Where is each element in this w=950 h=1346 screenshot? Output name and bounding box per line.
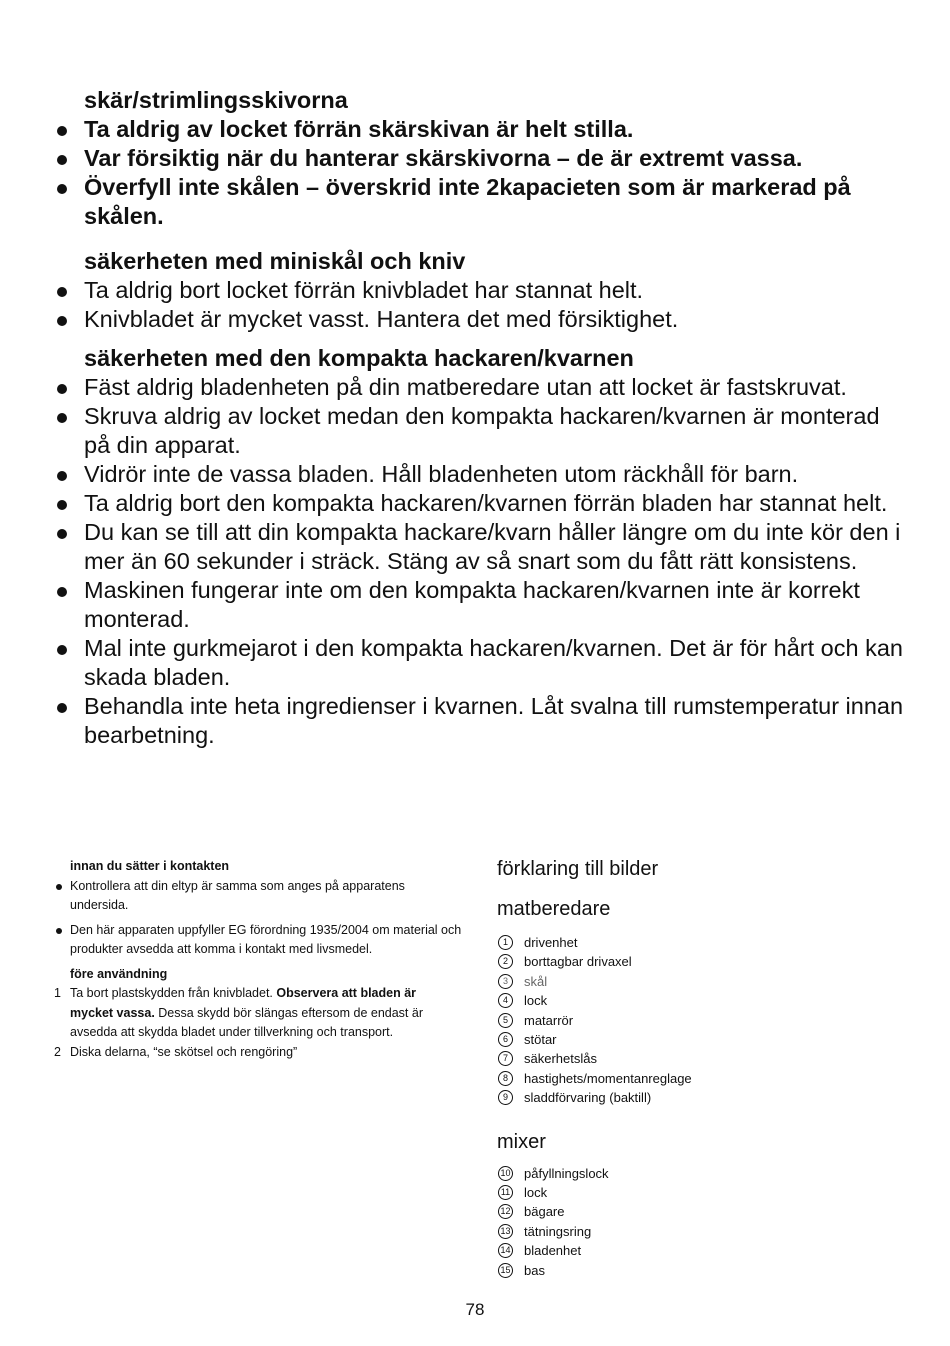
heading-before-use: före användning — [70, 966, 168, 981]
legend-column — [497, 855, 917, 1280]
bullet-item: Ta aldrig av locket förrän skärskivan är helt stilla. — [52, 115, 912, 144]
before-use-column — [52, 857, 462, 1062]
number-circle-icon: 8 — [498, 1071, 513, 1086]
part-item: 1 drivenhet — [497, 933, 917, 952]
bullet-icon — [57, 413, 67, 423]
bullet-icon — [57, 703, 67, 713]
bullet-item: Ta aldrig bort den kompakta hackaren/kvarnen förrän bladen har stannat helt. — [52, 489, 912, 518]
bullet-item: Vidrör inte de vassa bladen. Håll bladenheten utom räckhåll för barn. — [52, 460, 912, 489]
number-circle-icon: 7 — [498, 1051, 513, 1066]
part-item: 3 skål — [497, 972, 917, 991]
heading-compact-chopper: säkerheten med den kompakta hackaren/kvarnen — [84, 345, 634, 371]
bullet-icon — [57, 384, 67, 394]
bullet-icon — [57, 645, 67, 655]
bullet-item: Den här apparaten uppfyller EG förordning 1935/2004 om material och produkter avsedda att komma i kontakt med livsmedel. — [52, 921, 462, 960]
bullet-icon — [57, 587, 67, 597]
bullet-item: Mal inte gurkmejarot i den kompakta hackaren/kvarnen. Det är för hårt och kan skada bladen. — [52, 634, 912, 692]
legend-title: förklaring till bilder — [497, 858, 659, 880]
part-item: 5 matarrör — [497, 1011, 917, 1030]
bullet-icon — [57, 316, 67, 326]
bullet-item: Knivbladet är mycket vasst. Hantera det med försiktighet. — [52, 305, 912, 334]
number-circle-icon: 5 — [498, 1013, 513, 1028]
part-item: 6 stötar — [497, 1030, 917, 1049]
heading-slicing-discs: skär/strimlingsskivorna — [84, 87, 348, 113]
bullet-icon — [57, 529, 67, 539]
number-circle-icon: 2 — [498, 954, 513, 969]
compact-chopper-bullets — [52, 373, 912, 750]
warning-text: Observera att bladen är mycket vassa. — [70, 986, 417, 1020]
part-item: 13 tätningsring — [497, 1222, 917, 1241]
part-item: 10 påfyllningslock — [497, 1164, 917, 1183]
step-item: 2 Diska delarna, “se skötsel och rengöring” — [52, 1043, 462, 1063]
part-item: 15 bas — [497, 1261, 917, 1280]
bullet-item: Var försiktig när du hanterar skärskivorna – de är extremt vassa. — [52, 144, 912, 173]
number-circle-icon: 9 — [498, 1090, 513, 1105]
food-processor-parts — [497, 933, 917, 1108]
part-item: 12 bägare — [497, 1202, 917, 1221]
page-number: 78 — [465, 1300, 485, 1319]
bullet-icon — [56, 884, 62, 890]
mixer-parts — [497, 1164, 917, 1280]
slicing-bullets — [52, 115, 912, 231]
bullet-icon — [57, 184, 67, 194]
step-number: 2 — [54, 1044, 61, 1059]
bullet-item: Du kan se till att din kompakta hackare/kvarn håller längre om du inte kör den i mer än 60 sekunder i sträck. Stäng av så snart som du fått rätt konsistens. — [52, 518, 912, 576]
bullet-icon — [57, 471, 67, 481]
number-circle-icon: 11 — [498, 1185, 513, 1200]
bullet-item: Kontrollera att din eltyp är samma som anges på apparatens undersida. — [52, 877, 462, 916]
bullet-item: Behandla inte heta ingredienser i kvarnen. Låt svalna till rumstemperatur innan bearbetning. — [52, 692, 912, 750]
food-processor-title: matberedare — [497, 898, 611, 920]
bullet-icon — [57, 126, 67, 136]
number-circle-icon: 3 — [498, 974, 513, 989]
bullet-item: Överfyll inte skålen – överskrid inte 2kapacieten som är markerad på skålen. — [52, 173, 912, 231]
bullet-item: Ta aldrig bort locket förrän knivbladet har stannat helt. — [52, 276, 912, 305]
part-item: 2 borttagbar drivaxel — [497, 952, 917, 971]
number-circle-icon: 1 — [498, 935, 513, 950]
number-circle-icon: 4 — [498, 993, 513, 1008]
safety-section — [52, 86, 912, 750]
number-circle-icon: 10 — [498, 1166, 513, 1181]
bullet-icon — [57, 155, 67, 165]
number-circle-icon: 15 — [498, 1263, 513, 1278]
number-circle-icon: 12 — [498, 1204, 513, 1219]
bullet-icon — [56, 928, 62, 934]
part-item: 14 bladenhet — [497, 1241, 917, 1260]
bullet-item: Maskinen fungerar inte om den kompakta hackaren/kvarnen inte är korrekt monterad. — [52, 576, 912, 634]
mini-bowl-bullets — [52, 276, 912, 334]
bullet-item: Skruva aldrig av locket medan den kompakta hackaren/kvarnen är monterad på din apparat. — [52, 402, 912, 460]
step-number: 1 — [54, 986, 61, 1000]
part-item: 7 säkerhetslås — [497, 1049, 917, 1068]
number-circle-icon: 6 — [498, 1032, 513, 1047]
part-item: 4 lock — [497, 991, 917, 1010]
heading-before-plugging: innan du sätter i kontakten — [70, 859, 230, 873]
part-item: 11 lock — [497, 1183, 917, 1202]
bullet-item: Fäst aldrig bladenheten på din matberedare utan att locket är fastskruvat. — [52, 373, 912, 402]
number-circle-icon: 14 — [498, 1243, 513, 1258]
heading-mini-bowl: säkerheten med miniskål och kniv — [84, 248, 466, 274]
step-item: 1 Ta bort plastskydden från knivbladet. Observera att bladen är mycket vassa. Dessa skydd bör slängas eftersom de endast är avsedda att skydda bladet under tillverkning och transport. — [54, 986, 423, 1039]
mixer-title: mixer — [497, 1130, 546, 1153]
part-item: 9 sladdförvaring (baktill) — [497, 1088, 917, 1107]
bullet-icon — [57, 500, 67, 510]
number-circle-icon: 13 — [498, 1224, 513, 1239]
bullet-icon — [57, 287, 67, 297]
part-item: 8 hastighets/momentanreglage — [497, 1069, 917, 1088]
before-use-steps — [52, 984, 462, 1062]
before-plugging-bullets — [52, 877, 462, 960]
